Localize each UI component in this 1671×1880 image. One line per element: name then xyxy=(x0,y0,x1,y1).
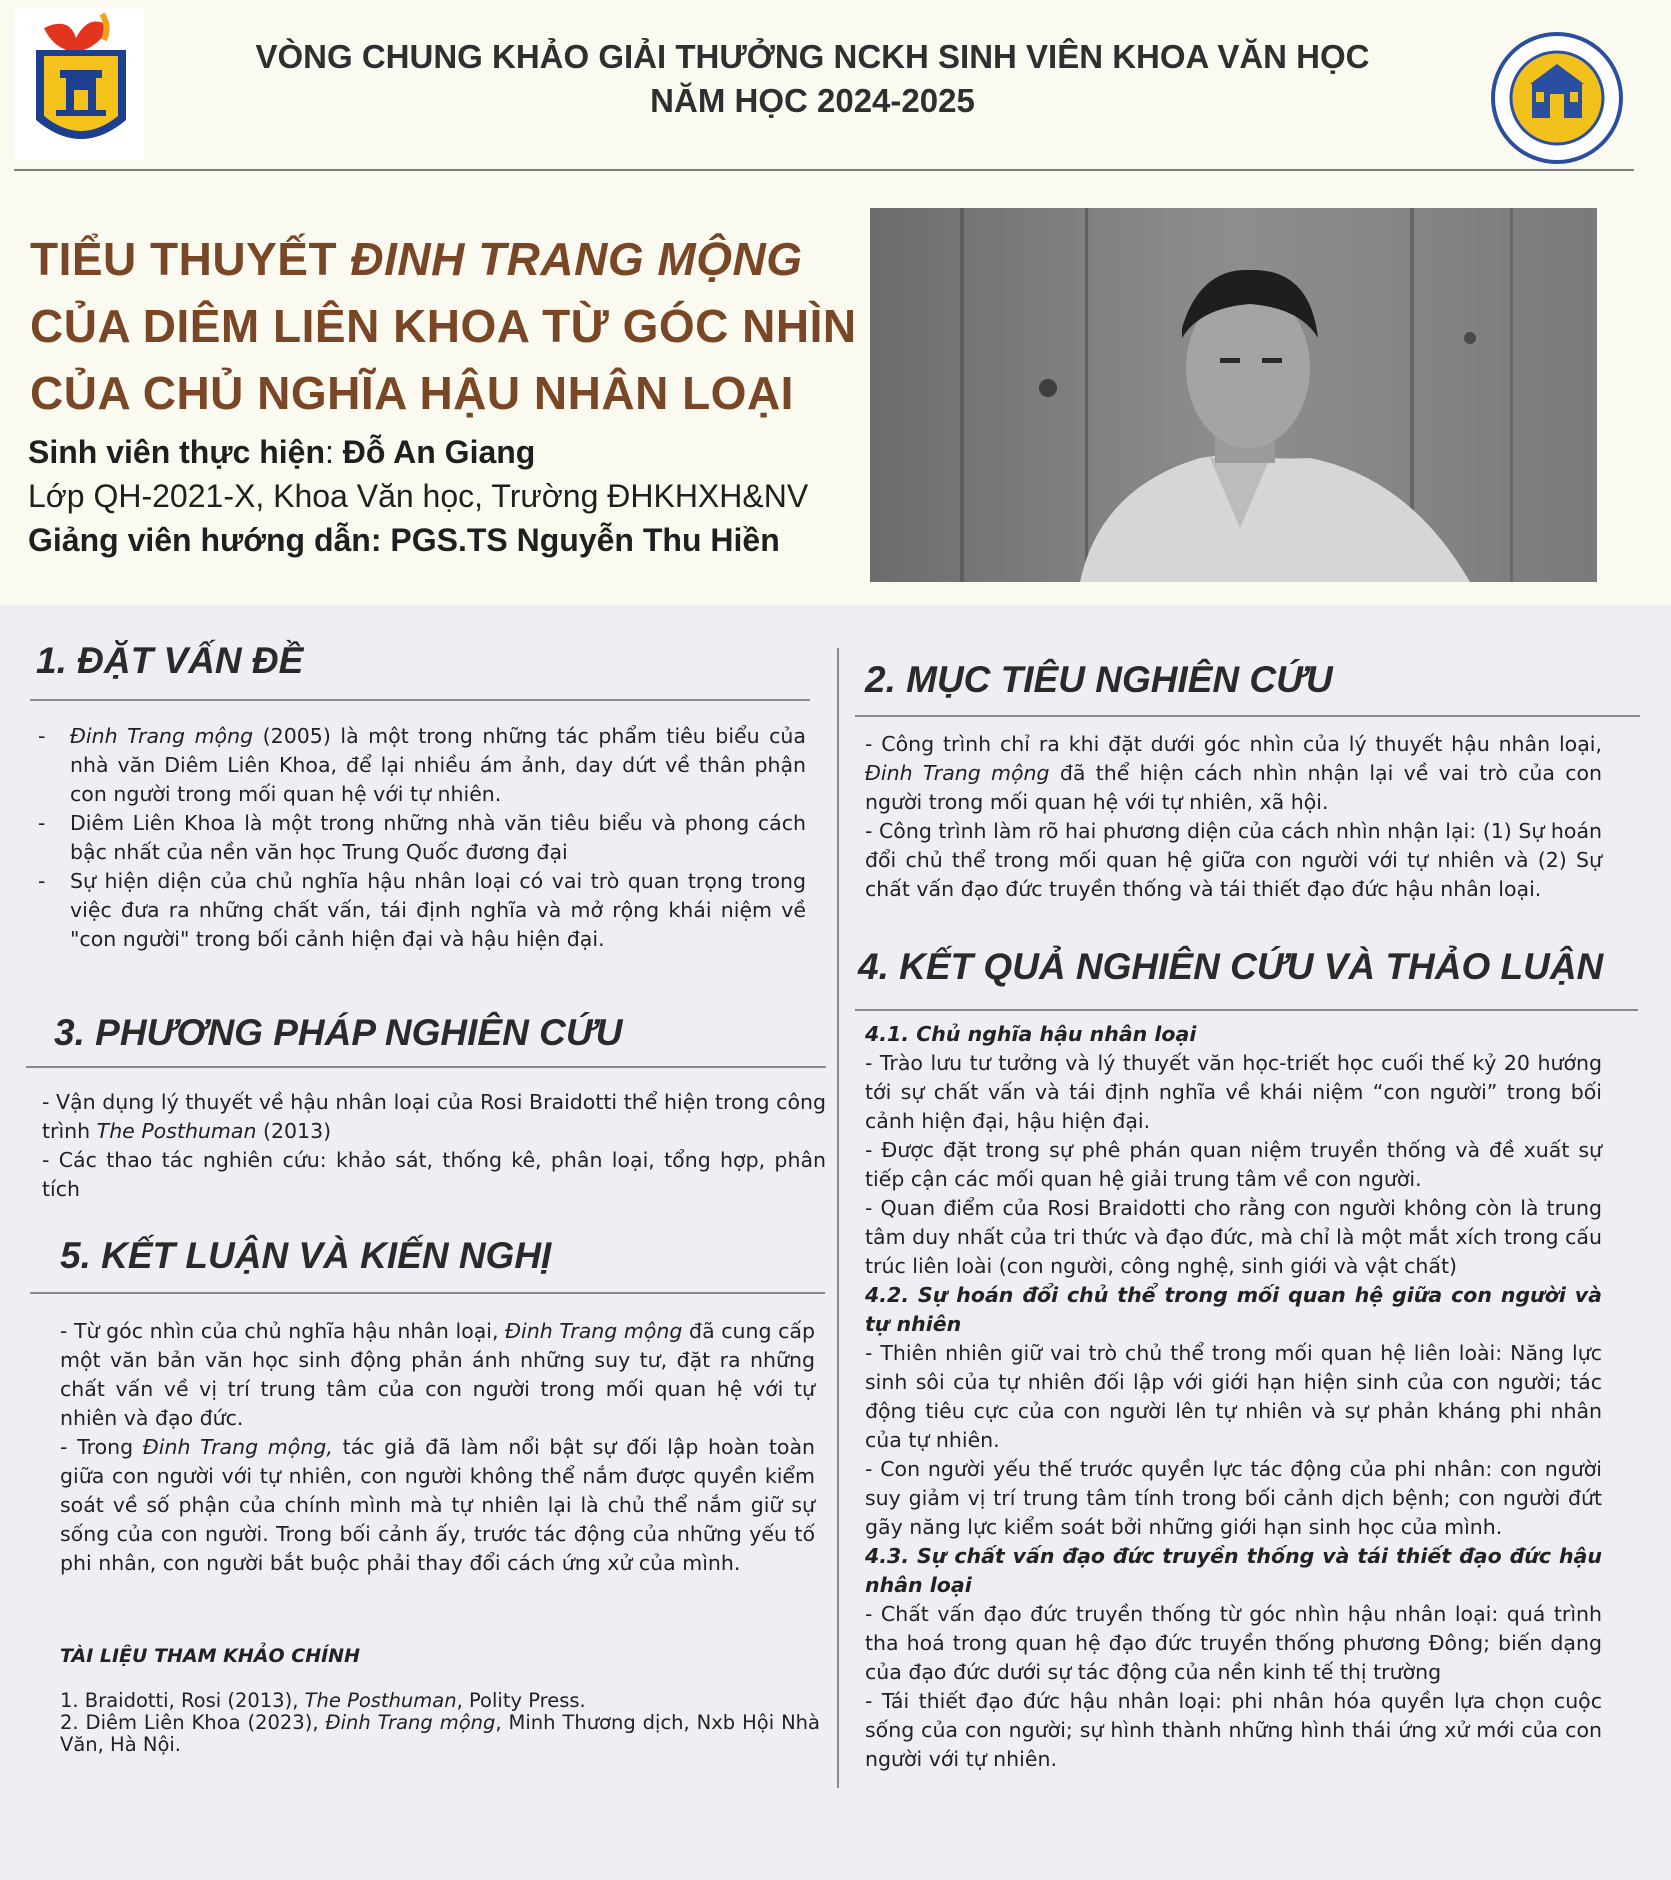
section-3-body: - Vận dụng lý thuyết về hậu nhân loại của Rosi Braidotti thể hiện trong công trình The Posthuman (2013) - Các thao tác nghiên cứu: khảo sát, thống kê, phân loại, tổng hợp, phân tích xyxy=(42,1090,826,1201)
university-logo xyxy=(14,8,144,160)
class-line: Lớp QH-2021-X, Khoa Văn học, Trường ĐHKHXH&NV xyxy=(28,478,809,514)
section-1-body xyxy=(36,722,806,954)
header-banner xyxy=(0,0,1671,605)
section-4-body: 4.1. Chủ nghĩa hậu nhân loại - Trào lưu tư tưởng và lý thuyết văn học-triết học cuối thế kỷ 20 hướng tới sự chất vấn và tái định nghĩa về khái niệm “con người” trong bối cảnh hiện đại, hậu hiện đại. - Được đặt trong sự phê phán quan niệm truyền thống và đề xuất sự tiếp cận các mối quan hệ giải trung tâm về con người. - Quan điểm của Rosi Braidotti cho rằng con người không còn là trung tâm duy nhất của tri thức và đạo đức, mà chỉ là một mắt xích trong cấu trúc liên loài (con người, công nghệ, sinh giới và vật chất) 4.2. Sự hoán đổi chủ thể trong mối quan hệ giữa con người và tự nhiên - Thiên nhiên giữ vai trò chủ thể trong mối quan hệ liên loài: Năng lực sinh sôi của tự nhiên đối lập với giới hạn hiện sinh của con người; tác động tiêu cực của con người lên tự nhiên và sự phản kháng phi nhân của tự nhiên. - Con người yếu thế trước quyền lực tác động của phi nhân: con người suy giảm vị trí trung tâm tính trong bối cảnh dịch bệnh; con người đứt gãy năng lực kiểm soát bởi những giới hạn sinh học của mình. 4.3. Sự chất vấn đạo đức truyền thống và tái thiết đạo đức hậu nhân loại - Chất vấn đạo đức truyền thống từ góc nhìn hậu nhân loại: quá trình tha hoá trong quan hệ đạo đức truyền thống phương Đông; biến dạng của đạo đức dưới sự tác động của nền kinh tế thị trường - Tái thiết đạo đức hậu nhân loại: phi nhân hóa quyền lựa chọn cuộc sống của con người; sự hình thành những hình thái ứng xử mới của con người với tự nhiên. xyxy=(865,1022,1602,1771)
advisor-line: Giảng viên hướng dẫn: PGS.TS Nguyễn Thu Hiền xyxy=(28,522,780,558)
section-4-rule xyxy=(855,1009,1638,1011)
references-heading: TÀI LIỆU THAM KHẢO CHÍNH xyxy=(60,1645,360,1667)
section-1-heading: 1. ĐẶT VẤN ĐỀ xyxy=(36,640,304,681)
section-5-rule xyxy=(30,1292,825,1294)
references-list: 1. Braidotti, Rosi (2013), The Posthuman, Polity Press. 2. Diêm Liên Khoa (2023), Đinh Trang mộng, Minh Thương dịch, Nxb Hội Nhà Văn, Hà Nội. xyxy=(60,1689,820,1756)
competition-line-2: NĂM HỌC 2024-2025 xyxy=(650,82,975,119)
subsection-4-1: 4.1. Chủ nghĩa hậu nhân loại xyxy=(865,1022,1197,1046)
section-2-body: - Công trình chỉ ra khi đặt dưới góc nhìn của lý thuyết hậu nhân loại, Đinh Trang mộng đã thể hiện cách nhìn nhận lại về vai trò của con người trong mối quan hệ với tự nhiên, xã hội. - Công trình làm rõ hai phương diện của cách nhìn nhận lại: (1) Sự hoán đổi chủ thể trong mối quan hệ giữa con người với tự nhiên và (2) Sự chất vấn đạo đức truyền thống và tái thiết đạo đức hậu nhân loại. xyxy=(865,732,1603,901)
section-5-heading: 5. KẾT LUẬN VÀ KIẾN NGHỊ xyxy=(60,1235,552,1276)
column-divider xyxy=(837,648,839,1788)
header-rule xyxy=(14,169,1634,171)
competition-line-1: VÒNG CHUNG KHẢO GIẢI THƯỞNG NCKH SINH VIÊN KHOA VĂN HỌC xyxy=(255,38,1370,75)
poster-title-line-3: CỦA CHỦ NGHĨA HẬU NHÂN LOẠI xyxy=(30,367,794,419)
student-line: Sinh viên thực hiện: Đỗ An Giang xyxy=(28,434,536,470)
section-3-heading: 3. PHƯƠNG PHÁP NGHIÊN CỨU xyxy=(54,1012,623,1053)
list-item: - Sự hiện diện của chủ nghĩa hậu nhân loại có vai trò quan trọng trong việc đưa ra những chất vấn, tái định nghĩa và mở rộng khái niệm về "con người" trong bối cảnh hiện đại và hậu hiện đại. xyxy=(38,869,806,951)
subsection-4-3: 4.3. Sự chất vấn đạo đức truyền thống và tái thiết đạo đức hậu nhân loại xyxy=(865,1544,1602,1597)
list-item: - Đinh Trang mộng (2005) là một trong những tác phẩm tiêu biểu của nhà văn Diêm Liên Khoa, để lại nhiều ám ảnh, day dứt về thân phận con người trong mối quan hệ với tự nhiên. xyxy=(38,724,806,806)
subsection-4-2: 4.2. Sự hoán đổi chủ thể trong mối quan hệ giữa con người và tự nhiên xyxy=(865,1283,1602,1336)
list-item: - Diêm Liên Khoa là một trong những nhà văn tiêu biểu và phong cách bậc nhất của nền văn học Trung Quốc đương đại xyxy=(38,811,806,864)
section-2-rule xyxy=(855,715,1640,717)
section-3-rule xyxy=(26,1066,826,1068)
poster-title-line-2: CỦA DIÊM LIÊN KHOA TỪ GÓC NHÌN xyxy=(30,300,857,352)
faculty-logo xyxy=(1490,32,1625,164)
section-2-heading: 2. MỤC TIÊU NGHIÊN CỨU xyxy=(865,659,1333,700)
poster-title-line-1: TIỂU THUYẾT ĐINH TRANG MỘNG xyxy=(30,233,803,285)
section-4-heading: 4. KẾT QUẢ NGHIÊN CỨU VÀ THẢO LUẬN xyxy=(858,946,1604,987)
author-photo xyxy=(870,208,1597,582)
section-1-rule xyxy=(30,699,810,701)
section-5-body: - Từ góc nhìn của chủ nghĩa hậu nhân loại, Đinh Trang mộng đã cung cấp một văn bản văn học sinh động phản ánh những suy tư, đặt ra những chất vấn về vị trí trung tâm của con người trong mối quan hệ với tự nhiên và đạo đức. - Trong Đinh Trang mộng, tác giả đã làm nổi bật sự đối lập hoàn toàn giữa con người với tự nhiên, con người không thể nắm được quyền kiểm soát về số phận của chính mình mà tự nhiên lại là chủ thể nắm giữ sự sống của con người. Trong bối cảnh ấy, trước tác động của những yếu tố phi nhân, con người bắt buộc phải thay đổi cách ứng xử của mình. xyxy=(60,1319,816,1575)
